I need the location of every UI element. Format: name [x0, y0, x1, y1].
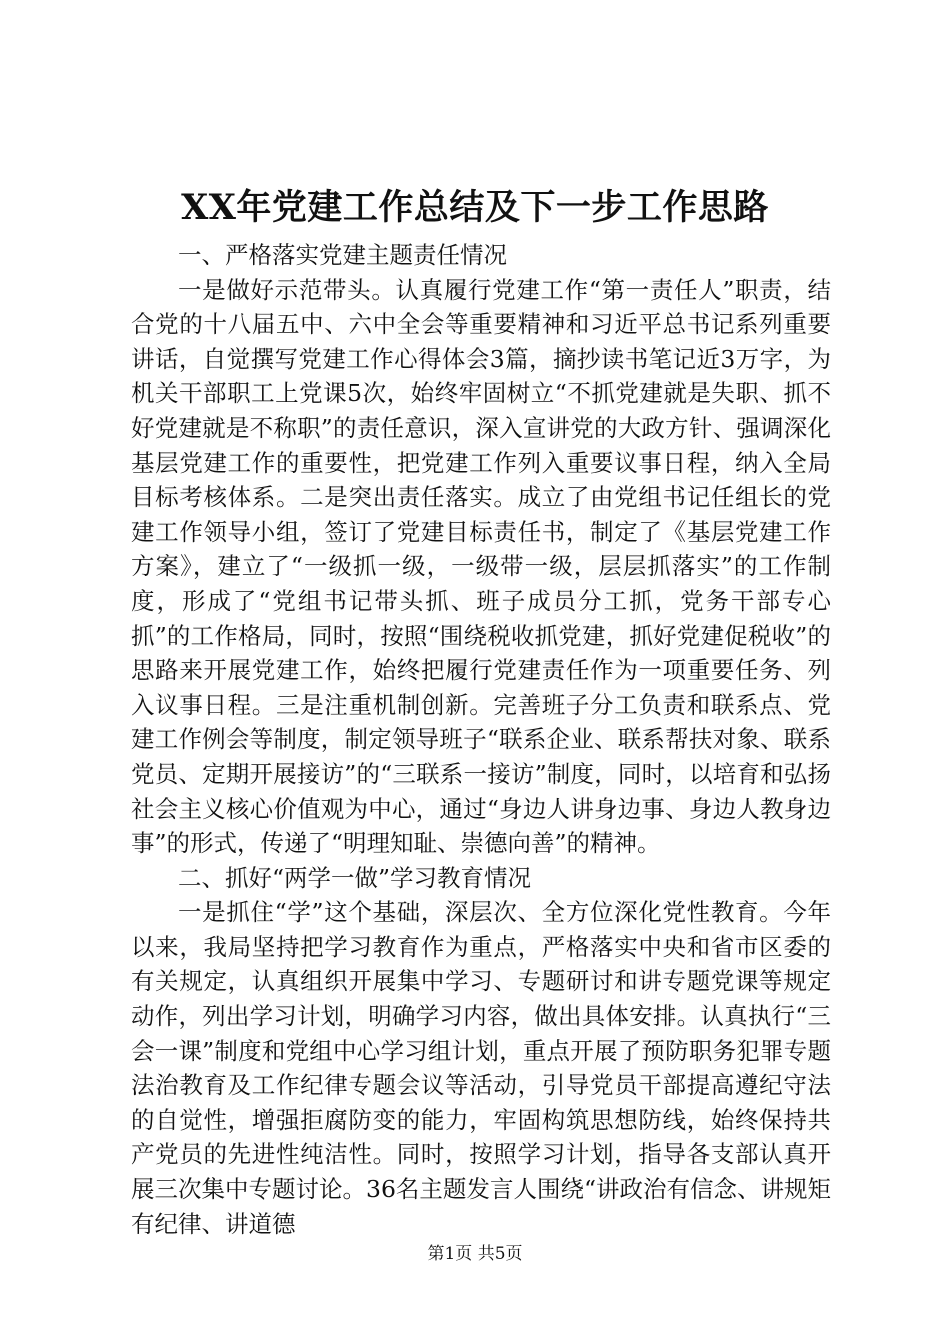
- section-heading-1: 一、严格落实党建主题责任情况: [178, 241, 507, 269]
- section-1-paragraph: 一是做好示范带头。认真履行党建工作“第一责任人”职责，结合党的十八届五中、六中全会等重要精神和习近平总书记系列重要讲话，自觉撰写党建工作心得体会3篇，摘抄读书笔记近3万字，为机关干部职工上党课5次，始终牢固树立“不抓党建就是失职、抓不好党建就是不称职”的责任意识，深入宣讲党的大政方针、强调深化基层党建工作的重要性，把党建工作列入重要议事日程，纳入全局目标考核体系。二是突出责任落实。成立了由党组书记任组长的党建工作领导小组，签订了党建目标责任书，制定了《基层党建工作方案》，建立了“一级抓一级，一级带一级，层层抓落实”的工作制度，形成了“党组书记带头抓、班子成员分工抓，党务干部专心抓”的工作格局，同时，按照“围绕税收抓党建，抓好党建促税收”的思路来开展党建工作，始终把履行党建责任作为一项重要任务、列入议事日程。三是注重机制创新。完善班子分工负责和联系点、党建工作例会等制度，制定领导班子“联系企业、联系帮扶对象、联系党员、定期开展接访”的“三联系一接访”制度，同时，以培育和弘扬社会主义核心价值观为中心，通过“身边人讲身边事、身边人教身边事”的形式，传递了“明理知耻、崇德向善”的精神。: [131, 275, 831, 858]
- document-body: [131, 238, 831, 1241]
- document-title: XX年党建工作总结及下一步工作思路: [181, 187, 769, 228]
- section-2-paragraph: 一是抓住“学”这个基础，深层次、全方位深化党性教育。今年以来，我局坚持把学习教育作为重点，严格落实中央和省市区委的有关规定，认真组织开展集中学习、专题研讨和讲专题党课等规定动作，列出学习计划，明确学习内容，做出具体安排。认真执行“三会一课”制度和党组中心学习组计划，重点开展了预防职务犯罪专题法治教育及工作纪律专题会议等活动，引导党员干部提高遵纪守法的自觉性，增强拒腐防变的能力，牢固构筑思想防线，始终保持共产党员的先进性纯洁性。同时，按照学习计划，指导各支部认真开展三次集中专题讨论。36名主题发言人围绕“讲政治有信念、讲规矩有纪律、讲道德: [131, 898, 831, 1238]
- section-heading-2: 二、抓好“两学一做”学习教育情况: [178, 863, 532, 892]
- page-footer: 第1页 共5页: [427, 1244, 523, 1264]
